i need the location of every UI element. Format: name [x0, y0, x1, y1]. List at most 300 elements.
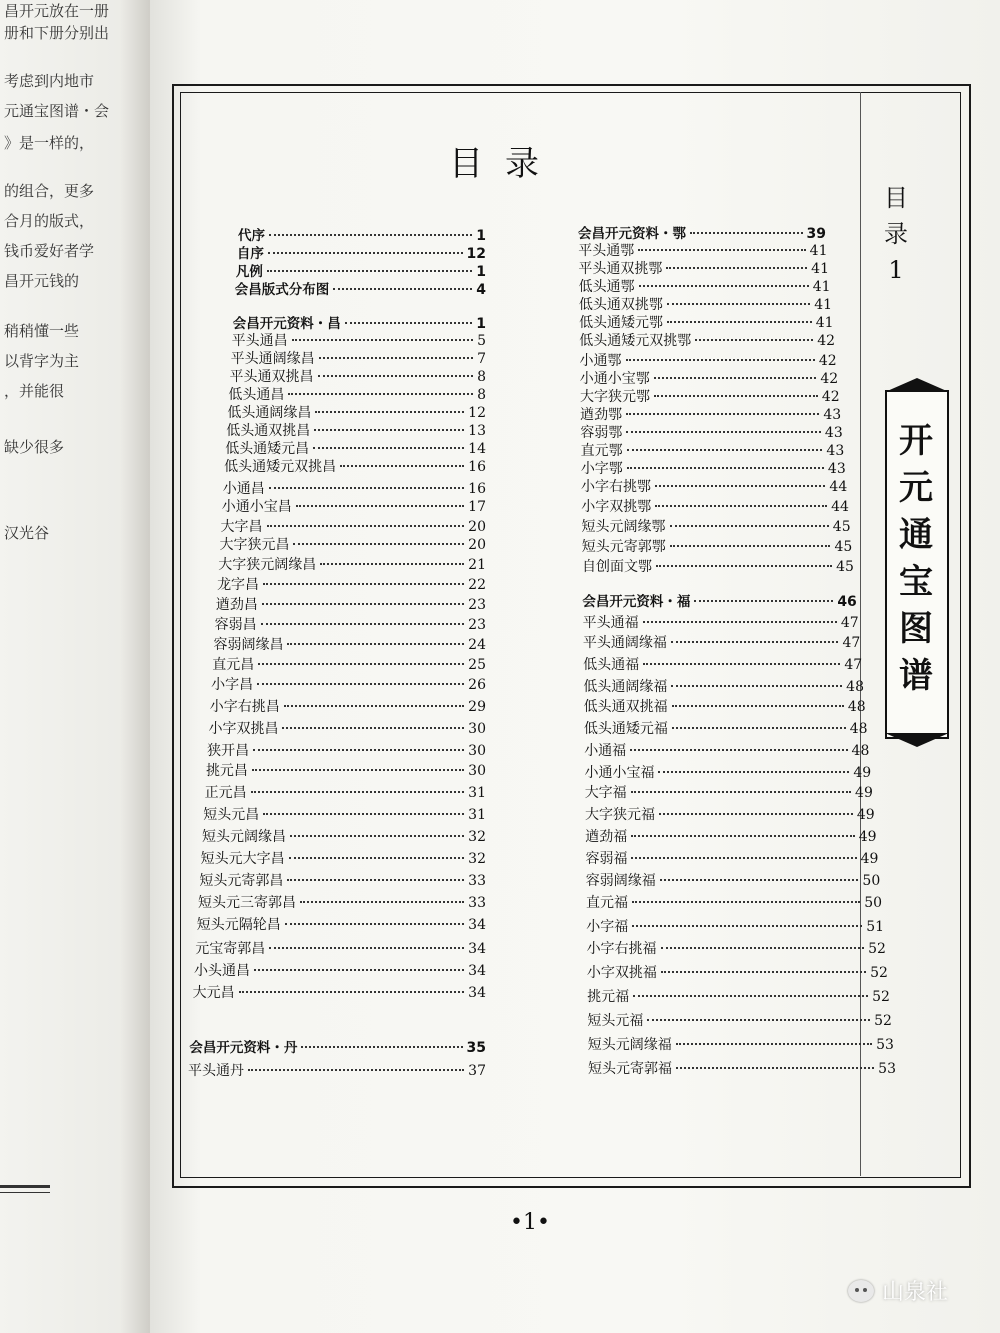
toc-entry-page: 43 [826, 443, 845, 459]
dot-leader [268, 252, 463, 254]
dot-leader [658, 771, 849, 773]
toc-entry-page: 41 [812, 279, 831, 295]
page-number: •1• [510, 1210, 550, 1235]
dot-leader [269, 234, 472, 236]
side-label-char: 录 [884, 220, 908, 248]
book-title-char: 开 [899, 421, 933, 461]
toc-entry-page: 1 [476, 228, 486, 244]
toc-entry[interactable] [581, 496, 849, 516]
toc-entry[interactable] [194, 960, 486, 980]
toc-entry[interactable] [233, 312, 486, 332]
toc-entry-label: 容弱鄂 [580, 425, 623, 441]
dot-leader [262, 603, 464, 605]
toc-entry-label: 短头元昌 [203, 807, 260, 823]
left-page-line: 昌开元钱的 [4, 272, 80, 290]
toc-entry-label: 大字狭元阔缘昌 [218, 557, 317, 573]
toc-entry[interactable] [585, 848, 878, 868]
toc-entry-page: 43 [827, 461, 846, 477]
toc-entry-label: 低头通阔缘昌 [227, 405, 312, 421]
toc-entry-label: 自创面文鄂 [581, 559, 652, 575]
toc-entry-label: 短头元大字昌 [200, 851, 285, 867]
toc-entry-page: 47 [840, 615, 859, 631]
toc-entry-page: 31 [468, 807, 486, 823]
toc-entry[interactable] [223, 478, 486, 498]
toc-entry-page: 22 [468, 577, 486, 593]
toc-entry[interactable] [232, 330, 486, 350]
toc-entry[interactable] [581, 440, 845, 460]
dot-leader [632, 925, 862, 927]
toc-entry-label: 小字福 [586, 919, 629, 935]
left-page-line: 昌开元放在一册 [4, 2, 110, 20]
dot-leader [333, 288, 472, 290]
dot-leader [638, 249, 805, 251]
toc-entry-label: 直元福 [586, 895, 628, 911]
toc-entry-page: 31 [468, 785, 486, 801]
page-title: 目录 [449, 144, 561, 184]
dot-leader [631, 857, 856, 859]
left-page [0, 0, 150, 1333]
toc-entry-page: 12 [466, 246, 486, 262]
left-page-line: 汉光谷 [4, 524, 50, 542]
dot-leader [284, 705, 464, 707]
dot-leader [627, 449, 823, 451]
toc-entry[interactable] [224, 456, 486, 476]
toc-entry-label: 小通小宝昌 [221, 499, 292, 515]
toc-entry-page: 34 [468, 963, 486, 979]
toc-entry-page: 7 [477, 351, 486, 367]
toc-entry-page: 4 [476, 282, 486, 298]
toc-entry[interactable] [218, 554, 486, 574]
dot-leader [643, 621, 837, 623]
dot-leader [655, 485, 825, 487]
toc-entry[interactable] [228, 384, 486, 404]
toc-entry-label: 短头元阔缘福 [587, 1037, 672, 1053]
toc-entry-page: 48 [851, 743, 870, 759]
toc-entry-page: 37 [468, 1063, 486, 1079]
dot-leader [248, 1069, 464, 1071]
toc-entry-page: 1 [476, 264, 486, 280]
toc-entry-page: 51 [866, 919, 885, 935]
toc-entry-label: 短头元寄郭昌 [199, 873, 284, 889]
toc-entry[interactable] [238, 224, 486, 244]
toc-entry-label: 小字鄂 [580, 461, 623, 477]
left-page-line: ，并能很 [4, 382, 65, 400]
toc-entry[interactable] [210, 696, 486, 716]
watermark [848, 1275, 948, 1306]
toc-entry[interactable] [212, 654, 486, 674]
toc-entry[interactable] [580, 404, 841, 424]
toc-entry-page: 46 [837, 594, 857, 610]
toc-entry-label: 小通小宝福 [584, 765, 655, 781]
dot-leader [676, 1067, 874, 1069]
toc-entry-page: 42 [821, 389, 840, 405]
toc-entry-label: 大字狭元昌 [219, 537, 290, 553]
toc-entry-page: 34 [468, 941, 486, 957]
toc-entry[interactable] [216, 594, 486, 614]
dot-leader [666, 267, 807, 269]
dot-leader [253, 749, 464, 751]
side-label-char: 1 [888, 256, 904, 284]
toc-entry-page: 52 [868, 941, 886, 957]
toc-entry-page: 48 [847, 699, 866, 715]
toc-entry-label: 小字右挑鄂 [581, 479, 652, 495]
dot-leader [340, 465, 464, 467]
toc-entry-page: 8 [477, 387, 486, 403]
toc-entry[interactable] [579, 330, 835, 350]
toc-entry[interactable] [197, 914, 486, 934]
dot-leader [261, 623, 464, 625]
toc-entry-label: 大字狭元鄂 [579, 389, 650, 405]
toc-entry[interactable] [585, 782, 873, 802]
toc-entry[interactable] [206, 760, 486, 780]
toc-entry-page: 30 [468, 721, 486, 737]
toc-entry-page: 39 [806, 226, 826, 242]
toc-entry[interactable] [235, 278, 486, 298]
toc-entry-label: 小通昌 [222, 481, 265, 497]
book-title [890, 418, 942, 700]
dot-leader [263, 583, 464, 585]
toc-entry[interactable] [202, 826, 486, 846]
toc-entry-label: 低头通矮元福 [583, 721, 668, 737]
toc-entry-label: 自序 [236, 246, 264, 262]
toc-entry[interactable] [580, 422, 842, 442]
toc-entry[interactable] [587, 962, 888, 982]
dot-leader [314, 429, 464, 431]
toc-entry-label: 龙字昌 [217, 577, 260, 593]
dot-leader [630, 749, 847, 751]
dot-leader [631, 791, 851, 793]
dot-leader [287, 643, 464, 645]
dot-leader [672, 705, 844, 707]
toc-entry-page: 53 [876, 1037, 894, 1053]
toc-entry-page: 17 [468, 499, 486, 515]
toc-entry-page: 12 [468, 405, 486, 421]
toc-entry[interactable] [215, 614, 486, 634]
toc-entry-page: 30 [468, 743, 486, 759]
dot-leader [667, 321, 812, 323]
toc-entry-label: 低头通阔缘福 [583, 679, 668, 695]
toc-entry-page: 49 [855, 785, 873, 801]
toc-entry-page: 29 [468, 699, 486, 715]
toc-entry[interactable] [578, 240, 827, 260]
dot-leader [258, 663, 464, 665]
toc-entry[interactable] [578, 222, 826, 242]
toc-entry-page: 47 [844, 657, 863, 673]
toc-entry[interactable] [582, 536, 853, 556]
dot-leader [257, 683, 464, 685]
toc-entry[interactable] [236, 260, 486, 280]
dot-leader [263, 813, 464, 815]
toc-entry[interactable] [579, 276, 831, 296]
toc-entry[interactable] [582, 516, 851, 536]
toc-entry-label: 短头元三寄郭昌 [198, 895, 297, 911]
toc-entry[interactable] [584, 696, 866, 716]
toc-entry[interactable] [237, 242, 486, 262]
dot-leader [671, 685, 842, 687]
toc-entry-label: 低头通矮元昌 [225, 441, 310, 457]
toc-entry-label: 平头通阔缘昌 [230, 351, 315, 367]
toc-entry-label: 短头元阔缘鄂 [581, 519, 666, 535]
dot-leader [313, 447, 464, 449]
toc-entry[interactable] [580, 368, 838, 388]
dot-leader [287, 879, 464, 881]
toc-page [150, 0, 1000, 1333]
dot-leader [345, 322, 473, 324]
toc-entry-page: 20 [468, 537, 486, 553]
dot-leader [239, 991, 465, 993]
toc-entry-label: 平头通福 [582, 615, 639, 631]
toc-entry-label: 小字昌 [211, 677, 254, 693]
dot-leader [690, 232, 803, 234]
toc-entry-label: 容弱阔缘昌 [213, 637, 284, 653]
dot-leader [282, 727, 464, 729]
toc-entry-page: 50 [862, 873, 881, 889]
toc-entry[interactable] [230, 366, 486, 386]
toc-entry-page: 41 [814, 297, 833, 313]
dot-leader [655, 505, 827, 507]
left-page-line: 》是一样的， [4, 134, 95, 152]
dot-leader [251, 791, 465, 793]
toc-entry-label: 低头通鄂 [578, 279, 635, 295]
toc-entry[interactable] [583, 676, 864, 696]
dot-leader [670, 545, 831, 547]
toc-entry-page: 52 [872, 989, 890, 1005]
toc-entry[interactable] [586, 916, 884, 936]
dot-leader [631, 835, 855, 837]
toc-entry-page: 52 [870, 965, 888, 981]
toc-entry-label: 直元昌 [212, 657, 255, 673]
toc-entry-page: 50 [864, 895, 883, 911]
toc-entry[interactable] [586, 870, 881, 890]
toc-entry[interactable] [203, 804, 486, 824]
toc-entry-page: 26 [468, 677, 486, 693]
toc-entry[interactable] [227, 402, 486, 422]
toc-entry[interactable] [198, 892, 486, 912]
toc-entry-label: 短头元福 [587, 1013, 644, 1029]
toc-entry[interactable] [580, 386, 840, 406]
dot-leader [267, 525, 465, 527]
toc-entry[interactable] [207, 740, 486, 760]
toc-entry-label: 小头通昌 [193, 963, 250, 979]
toc-entry-label: 会昌开元资料・丹 [189, 1040, 298, 1056]
toc-entry-label: 低头通矮元双挑昌 [224, 459, 337, 475]
toc-entry-label: 小字双挑昌 [208, 721, 279, 737]
dot-leader [318, 375, 474, 377]
toc-entry[interactable] [205, 782, 486, 802]
dot-leader [267, 270, 472, 272]
toc-entry-page: 24 [468, 637, 486, 653]
toc-entry[interactable] [217, 574, 486, 594]
dot-leader [670, 525, 829, 527]
toc-entry-label: 遒劲福 [585, 829, 628, 845]
toc-entry-page: 42 [817, 333, 836, 349]
book-title-char: 元 [899, 468, 933, 508]
toc-entry-label: 小通鄂 [579, 353, 622, 369]
dot-leader [632, 901, 860, 903]
toc-entry-page: 41 [809, 243, 828, 259]
toc-entry-label: 会昌开元资料・福 [582, 594, 691, 610]
toc-entry[interactable] [225, 438, 486, 458]
book-title-char: 谱 [899, 656, 933, 696]
toc-entry-page: 52 [874, 1013, 892, 1029]
dot-leader [694, 600, 833, 602]
toc-entry[interactable] [579, 294, 832, 314]
dot-leader [626, 413, 819, 415]
toc-entry[interactable] [582, 556, 854, 576]
dot-leader [301, 1046, 462, 1048]
toc-entry-label: 低头通双挑昌 [226, 423, 311, 439]
dot-leader [252, 769, 464, 771]
toc-entry-label: 会昌版式分布图 [234, 282, 330, 298]
toc-entry-page: 16 [468, 481, 486, 497]
toc-entry-page: 45 [832, 519, 851, 535]
toc-entry[interactable] [587, 938, 886, 958]
toc-entry[interactable] [193, 982, 486, 1002]
toc-entry[interactable] [588, 1058, 896, 1078]
dot-leader [639, 285, 809, 287]
toc-entry[interactable] [189, 1036, 486, 1056]
toc-entry[interactable] [211, 674, 486, 694]
toc-entry[interactable] [201, 848, 486, 868]
toc-entry[interactable] [231, 348, 486, 368]
toc-entry-page: 23 [468, 597, 486, 613]
toc-entry-page: 45 [834, 539, 853, 555]
toc-entry[interactable] [587, 1010, 892, 1030]
toc-entry[interactable] [588, 1034, 894, 1054]
book-title-char: 宝 [899, 562, 933, 602]
toc-entry-page: 25 [468, 657, 486, 673]
toc-entry[interactable] [213, 634, 486, 654]
toc-entry-page: 42 [818, 353, 837, 369]
toc-entry-page: 20 [468, 519, 486, 535]
left-page-line: 合月的版式， [4, 212, 95, 230]
toc-entry-page: 49 [853, 765, 872, 781]
toc-entry-page: 48 [849, 721, 868, 737]
toc-entry-label: 平头通丹 [188, 1063, 244, 1079]
toc-entry-label: 容弱福 [585, 851, 628, 867]
toc-entry[interactable] [584, 762, 871, 782]
toc-entry-label: 低头通双挑鄂 [578, 297, 663, 313]
left-page-border [0, 1185, 50, 1188]
dot-leader [626, 359, 815, 361]
dot-leader [315, 411, 464, 413]
toc-entry-label: 平头通昌 [231, 333, 288, 349]
toc-entry[interactable] [208, 718, 486, 738]
dot-leader [269, 487, 464, 489]
toc-entry[interactable] [586, 892, 882, 912]
toc-entry-label: 小字右挑福 [586, 941, 657, 957]
toc-entry-label: 会昌开元资料・昌 [232, 316, 341, 332]
toc-entry-label: 小通小宝鄂 [579, 371, 650, 387]
toc-entry-page: 42 [820, 371, 839, 387]
toc-entry-label: 大元昌 [192, 985, 235, 1001]
left-page-line: 稍稍懂一些 [4, 322, 80, 340]
toc-entry-page: 47 [842, 635, 861, 651]
toc-entry-page: 33 [468, 895, 486, 911]
toc-entry-label: 短头元阔缘昌 [201, 829, 286, 845]
toc-entry[interactable] [583, 654, 862, 674]
toc-entry-page: 34 [468, 917, 486, 933]
toc-entry[interactable] [222, 496, 486, 516]
toc-entry[interactable] [584, 740, 869, 760]
toc-entry-page: 34 [468, 985, 486, 1001]
toc-entry-label: 低头通矮元双挑鄂 [579, 333, 692, 349]
dot-leader [319, 357, 473, 359]
toc-entry-label: 平头通双挑鄂 [578, 261, 663, 277]
toc-entry-label: 狭开昌 [207, 743, 250, 759]
toc-entry[interactable] [583, 612, 859, 632]
book-title-char: 图 [899, 609, 933, 649]
toc-entry-page: 41 [811, 261, 829, 277]
toc-entry-page: 49 [860, 851, 879, 867]
toc-entry[interactable] [581, 458, 846, 478]
toc-entry-label: 短头元隔轮昌 [196, 917, 281, 933]
toc-entry[interactable] [587, 986, 890, 1006]
dot-leader [643, 663, 840, 665]
toc-entry-page: 43 [823, 407, 842, 423]
toc-entry[interactable] [188, 1060, 486, 1080]
watermark-text: 山泉社 [882, 1280, 949, 1305]
toc-entry[interactable] [580, 350, 837, 370]
toc-entry-page: 1 [476, 316, 486, 332]
toc-entry[interactable] [221, 516, 486, 536]
toc-entry[interactable] [585, 826, 876, 846]
dot-leader [292, 339, 473, 341]
left-page-line: 钱币爱好者学 [4, 242, 95, 260]
toc-entry-label: 低头通双挑福 [583, 699, 668, 715]
toc-entry[interactable] [578, 258, 829, 278]
toc-entry[interactable] [579, 312, 833, 332]
toc-entry[interactable] [195, 938, 486, 958]
toc-entry[interactable] [585, 804, 875, 824]
toc-entry[interactable] [219, 534, 486, 554]
toc-entry-page: 32 [468, 851, 486, 867]
toc-entry-label: 大字狭元福 [584, 807, 655, 823]
toc-entry-label: 短头元寄郭鄂 [581, 539, 666, 555]
toc-entry-label: 直元鄂 [580, 443, 623, 459]
toc-entry[interactable] [583, 632, 860, 652]
left-page-line: 元通宝图谱・会 [4, 102, 110, 120]
toc-entry[interactable] [226, 420, 486, 440]
dot-leader [660, 879, 859, 881]
dot-leader [659, 813, 853, 815]
left-page-line: 册和下册分别出 [4, 24, 110, 42]
toc-entry[interactable] [582, 590, 856, 610]
dot-leader [254, 969, 464, 971]
toc-entry-page: 49 [858, 829, 877, 845]
dot-leader [654, 395, 818, 397]
wechat-icon [848, 1280, 874, 1302]
dot-leader [269, 947, 464, 949]
toc-entry-page: 30 [468, 763, 486, 779]
toc-entry-page: 16 [468, 459, 486, 475]
toc-entry[interactable] [584, 718, 868, 738]
dot-leader [626, 431, 821, 433]
left-page-line: 的组合，更多 [4, 182, 95, 200]
toc-entry-page: 33 [468, 873, 486, 889]
toc-entry-label: 挑元福 [587, 989, 630, 1005]
toc-entry-label: 平头通阔缘福 [582, 635, 667, 651]
toc-entry-label: 小字双挑福 [586, 965, 657, 981]
toc-entry[interactable] [581, 476, 847, 496]
toc-entry-label: 小通福 [584, 743, 627, 759]
toc-entry-label: 容弱昌 [214, 617, 257, 633]
toc-entry-label: 大字昌 [220, 519, 263, 535]
toc-entry-label: 小字双挑鄂 [581, 499, 652, 515]
toc-entry[interactable] [199, 870, 486, 890]
toc-entry-label: 遒劲鄂 [580, 407, 623, 423]
side-section-label [878, 180, 914, 288]
